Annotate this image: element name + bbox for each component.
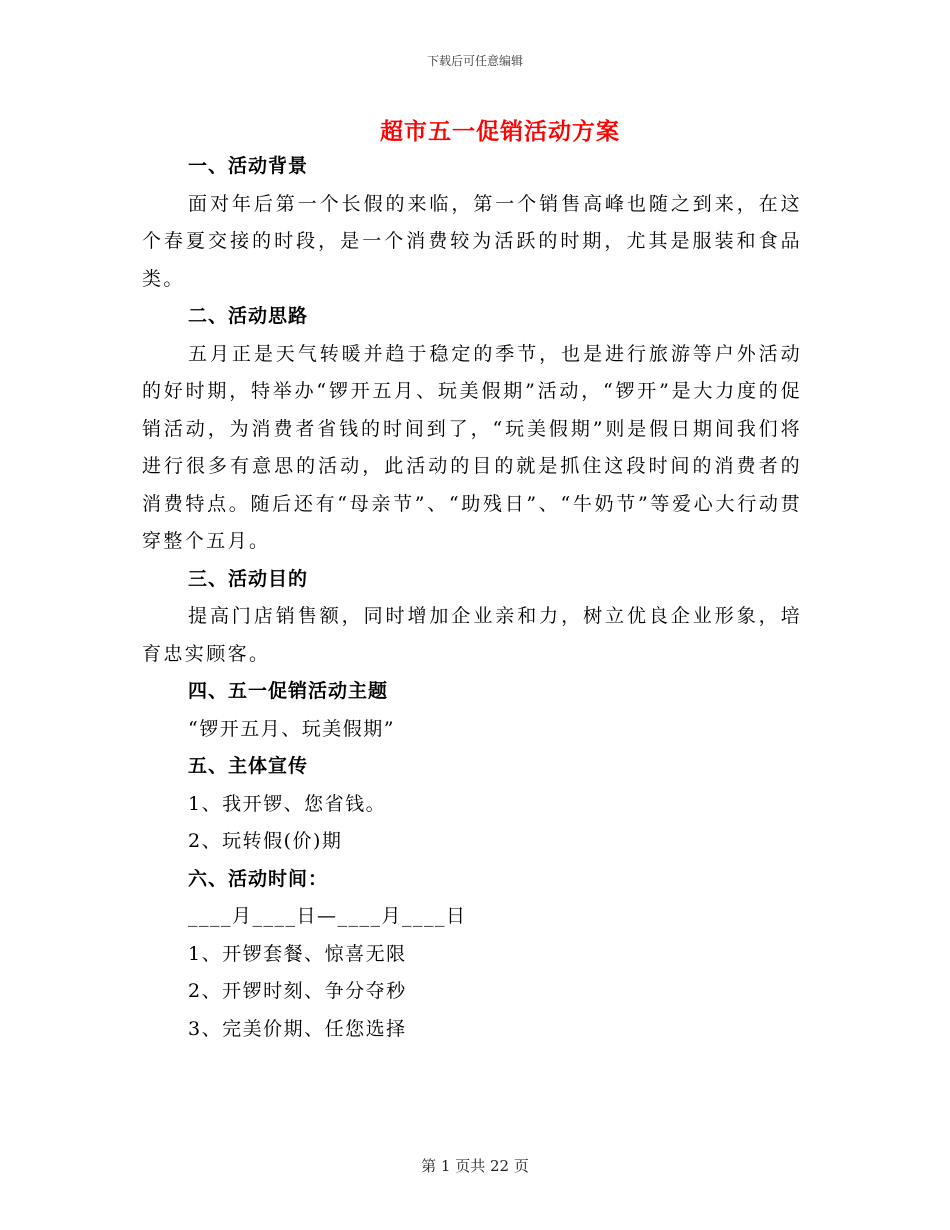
- section-heading: 六、活动时间：: [188, 867, 329, 890]
- section-line: 1、我开锣、您省钱。: [188, 792, 387, 815]
- section-heading: 五、主体宣传: [188, 755, 309, 777]
- section-promotion: [142, 748, 802, 861]
- section-paragraph: 提高门店销售额，同时增加企业亲和力，树立优良企业形象，培育忠实顾客。: [142, 605, 802, 665]
- section-theme: [142, 673, 802, 748]
- section-heading: 二、活动思路: [188, 305, 309, 327]
- section-background: [142, 148, 802, 298]
- section-paragraph: 五月正是天气转暖并趋于稳定的季节，也是进行旅游等户外活动的好时期，特举办“锣开五月、玩美假期”活动，“锣开”是大力度的促销活动，为消费者省钱的时间到了，“玩美假期”则是假日期间我们将进行很多有意思的活动，此活动的目的就是抓住这段时间的消费者的消费特点。随后还有“母亲节”、“助残日”、“牛奶节”等爱心大行动贯穿整个五月。: [142, 342, 802, 552]
- page-footer: 第 1 页共 22 页: [421, 1157, 529, 1175]
- section-heading: 一、活动背景: [188, 155, 309, 177]
- section-purpose: [142, 561, 802, 674]
- section-paragraph: 面对年后第一个长假的来临，第一个销售高峰也随之到来，在这个春夏交接的时段，是一个消费较为活跃的时期，尤其是服装和食品类。: [142, 192, 802, 290]
- section-line: “锣开五月、玩美假期”: [188, 717, 395, 740]
- section-schedule: [142, 861, 802, 1049]
- section-line: 3、完美价期、任您选择: [188, 1017, 407, 1040]
- section-heading: 四、五一促销活动主题: [188, 680, 389, 702]
- document-title: 超市五一促销活动方案: [380, 118, 620, 145]
- date-range-line: ____月____日—____月____日: [188, 905, 467, 927]
- section-approach: [142, 298, 802, 561]
- section-line: 2、玩转假(价)期: [188, 830, 343, 852]
- page-header: 下载后可任意编辑: [426, 54, 523, 68]
- section-line: 1、开锣套餐、惊喜无限: [188, 942, 407, 965]
- document-body: [142, 148, 802, 1048]
- section-heading: 三、活动目的: [188, 567, 309, 590]
- section-line: 2、开锣时刻、争分夺秒: [188, 980, 407, 1002]
